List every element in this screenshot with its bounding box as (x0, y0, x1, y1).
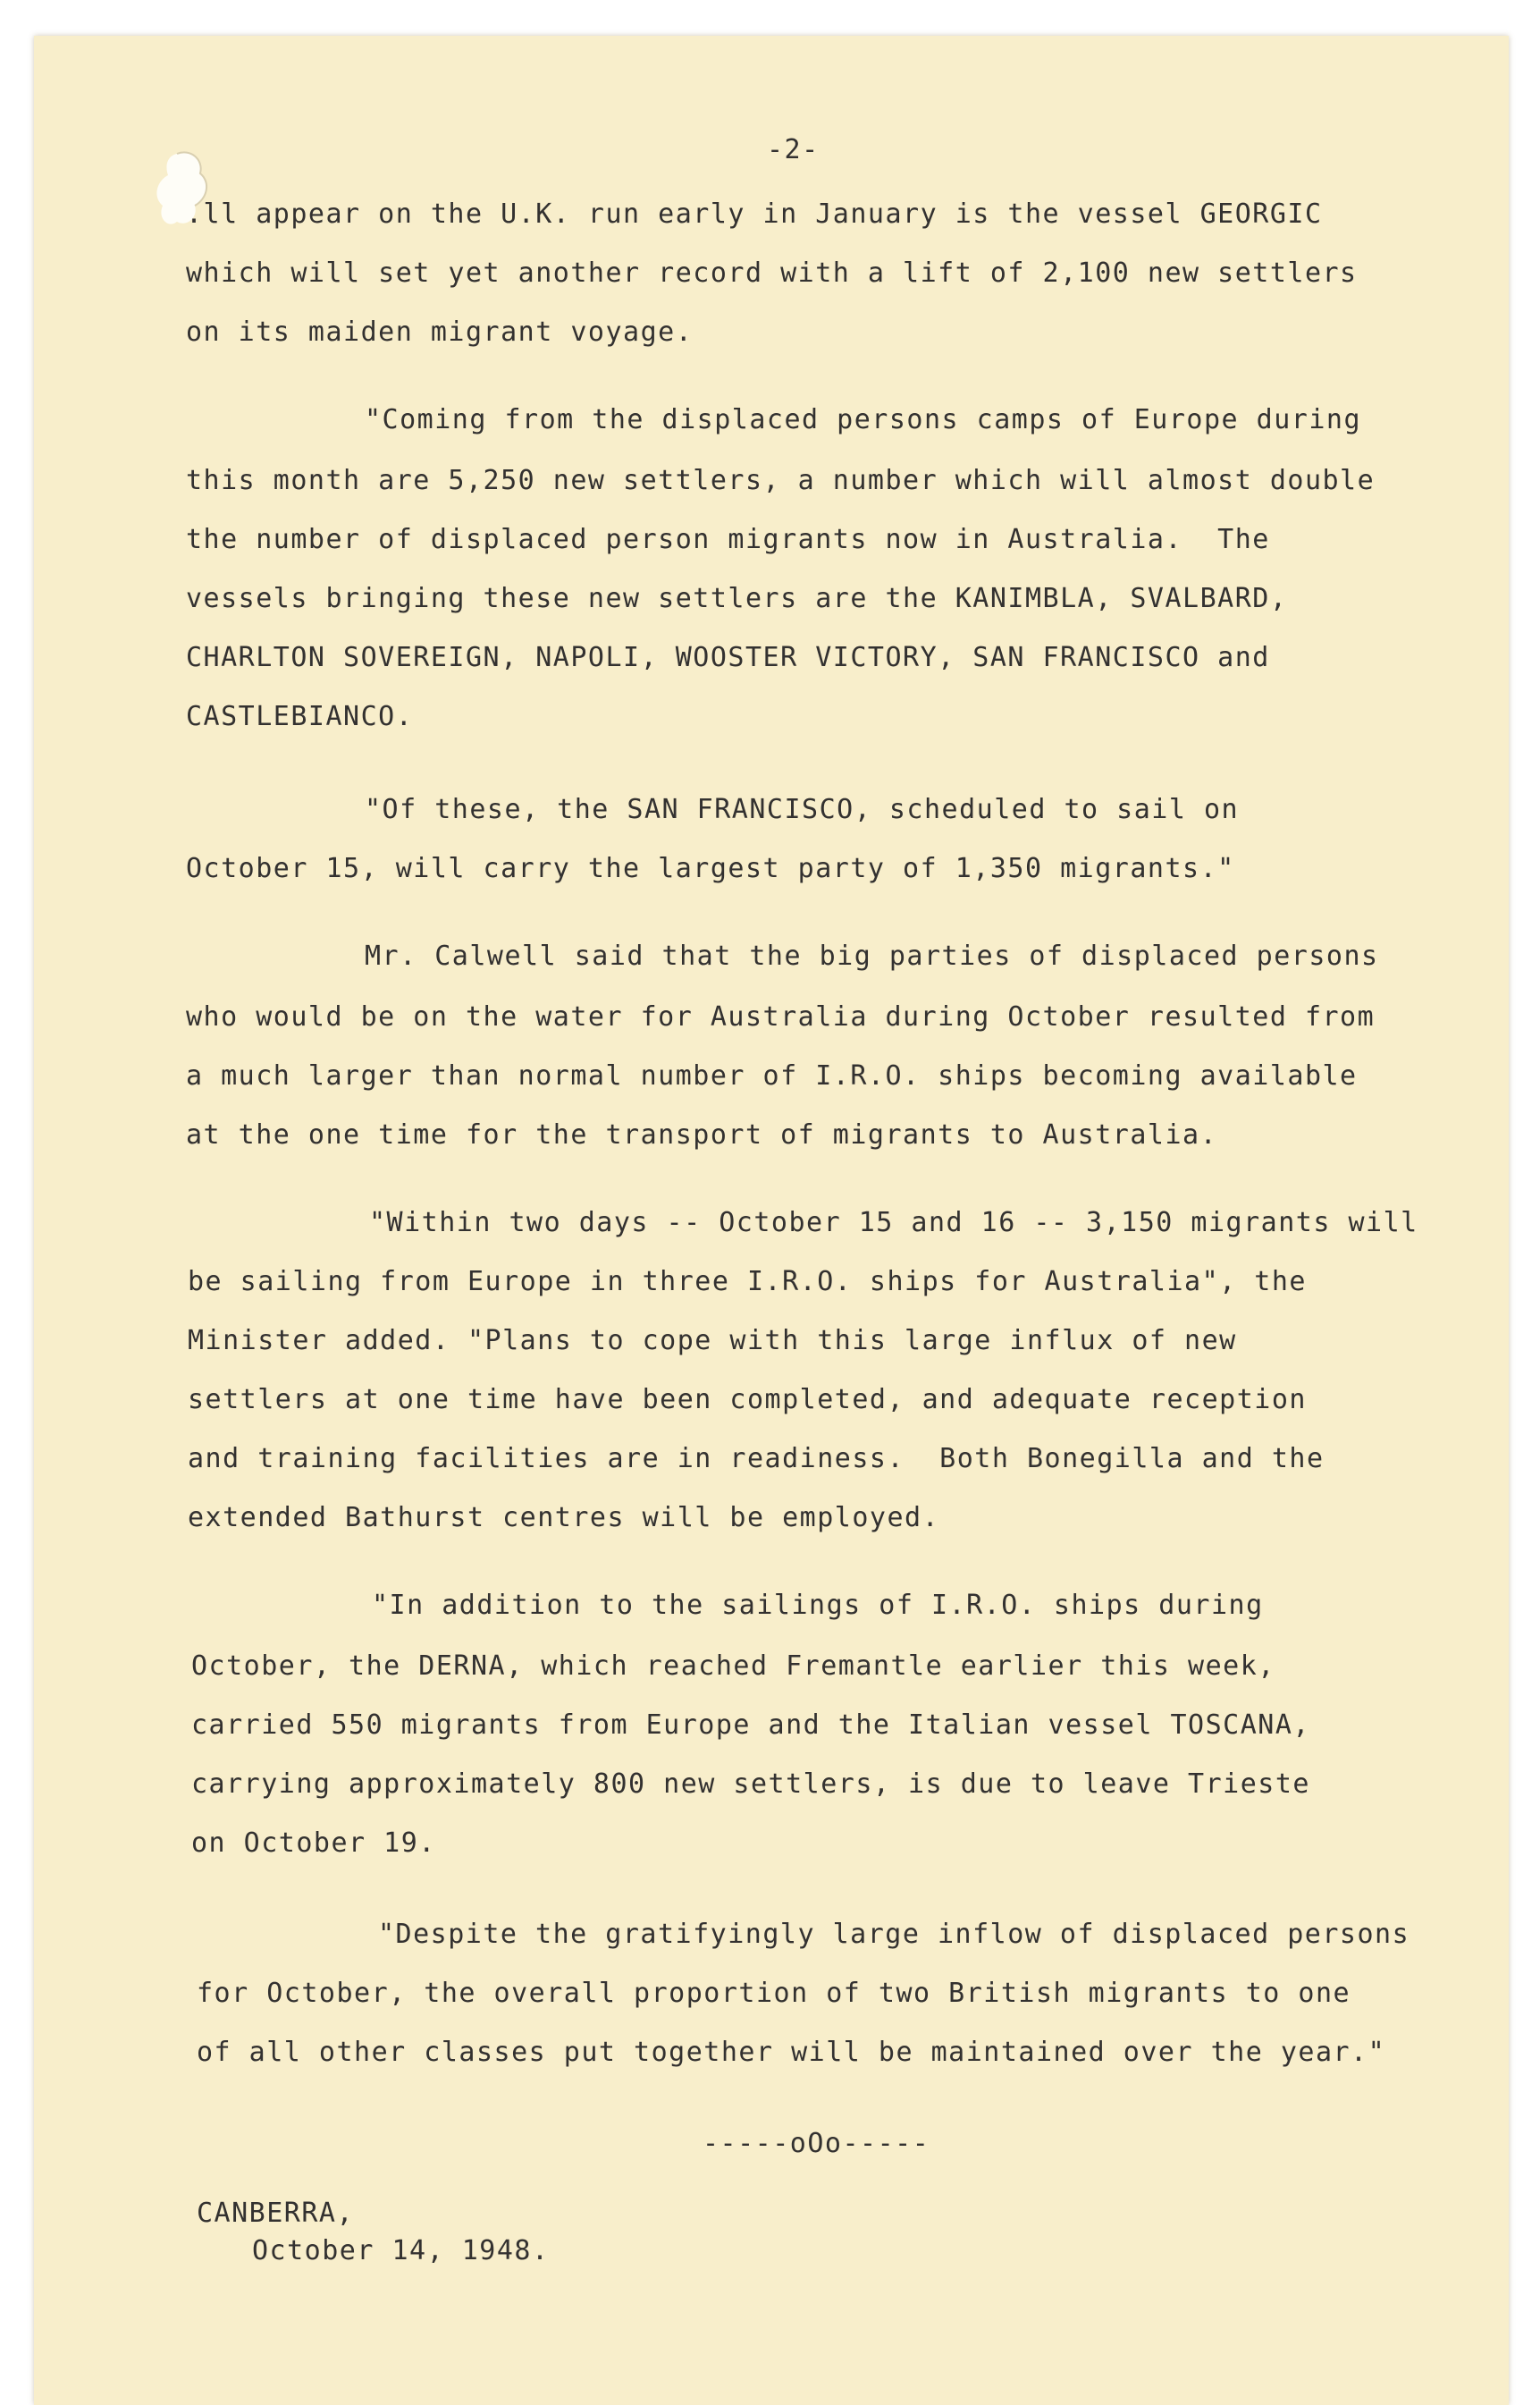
paragraph-line: at the one time for the transport of migrants to Australia. (186, 1119, 1218, 1151)
paragraph-line: this month are 5,250 new settlers, a number which will almost double (186, 465, 1376, 496)
dateline-date: October 14, 1948. (252, 2235, 550, 2266)
page-number: -2- (767, 134, 820, 165)
paragraph-line: who would be on the water for Australia during October resulted from (186, 1001, 1376, 1033)
typed-text (34, 36, 1509, 2405)
paragraph-line: which will set yet another record with a lift of 2,100 new settlers (186, 257, 1358, 289)
paragraph-line: settlers at one time have been completed, and adequate reception (188, 1384, 1307, 1415)
paragraph-line: carrying approximately 800 new settlers, is due to leave Trieste (191, 1768, 1310, 1800)
paragraph-line: Mr. Calwell said that the big parties of displaced persons (365, 941, 1379, 972)
paragraph-line: .ll appear on the U.K. run early in January is the vessel GEORGIC (186, 198, 1323, 230)
paragraph-line: "In addition to the sailings of I.R.O. ships during (372, 1590, 1264, 1621)
paragraph-line: of all other classes put together will be maintained over the year." (197, 2037, 1386, 2068)
paragraph-line: the number of displaced person migrants now in Australia. The (186, 524, 1270, 555)
paragraph-line: October 15, will carry the largest party of 1,350 migrants." (186, 853, 1235, 884)
paragraph-line: Minister added. "Plans to cope with this large influx of new (188, 1325, 1237, 1356)
paragraph-line: "Within two days -- October 15 and 16 -- 3,150 migrants will (369, 1207, 1418, 1238)
paragraph-line: be sailing from Europe in three I.R.O. ships for Australia", the (188, 1266, 1307, 1297)
paragraph-line: on its maiden migrant voyage. (186, 316, 694, 348)
document-page (34, 36, 1509, 2405)
paragraph-line: "Despite the gratifyingly large inflow of displaced persons (378, 1919, 1410, 1950)
paragraph-line: for October, the overall proportion of two British migrants to one (197, 1978, 1351, 2009)
paragraph-line: on October 19. (191, 1827, 436, 1859)
paragraph-line: "Coming from the displaced persons camps of Europe during (365, 404, 1362, 435)
paragraph-line: and training facilities are in readiness. Both Bonegilla and the (188, 1443, 1325, 1474)
dateline-place: CANBERRA, (197, 2198, 355, 2229)
paragraph-line: extended Bathurst centres will be employed. (188, 1502, 940, 1533)
paragraph-line: October, the DERNA, which reached Fremantle earlier this week, (191, 1650, 1275, 1682)
paragraph-line: "Of these, the SAN FRANCISCO, scheduled to sail on (365, 794, 1240, 825)
paragraph-line: vessels bringing these new settlers are the KANIMBLA, SVALBARD, (186, 583, 1288, 614)
paragraph-line: CHARLTON SOVEREIGN, NAPOLI, WOOSTER VICTORY, SAN FRANCISCO and (186, 642, 1270, 673)
paragraph-line: a much larger than normal number of I.R.O. ships becoming available (186, 1060, 1358, 1092)
paragraph-line: carried 550 migrants from Europe and the Italian vessel TOSCANA, (191, 1709, 1310, 1741)
section-separator: -----oOo----- (703, 2128, 930, 2159)
paragraph-line: CASTLEBIANCO. (186, 701, 414, 732)
